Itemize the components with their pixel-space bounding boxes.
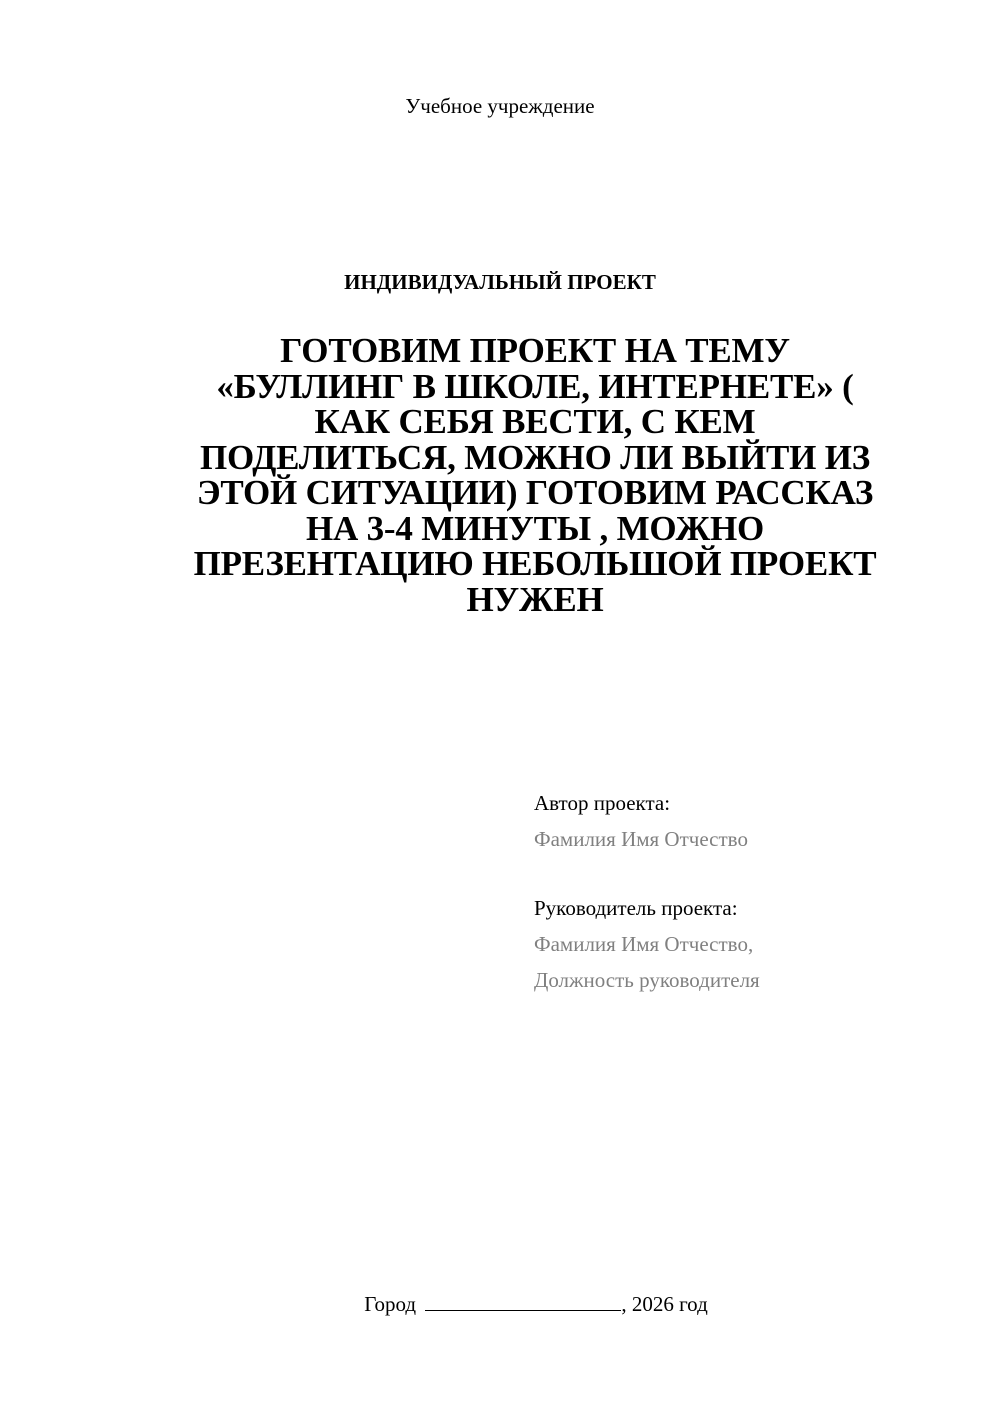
supervisor-block [534,894,760,994]
city-label: Город [364,1292,417,1316]
city-blank-line [425,1292,621,1311]
project-title-line: «БУЛЛИНГ В ШКОЛЕ, ИНТЕРНЕТЕ» ( [216,366,854,406]
project-title-line: НУЖЕН [466,579,604,619]
supervisor-label: Руководитель проекта: [534,896,738,920]
project-title [150,333,920,617]
project-type-heading: ИНДИВИДУАЛЬНЫЙ ПРОЕКТ [344,270,656,294]
project-title-line: ГОТОВИМ ПРОЕКТ НА ТЕМУ [280,331,790,370]
supervisor-name: Фамилия Имя Отчество, [534,932,754,956]
project-title-line: НА 3-4 МИНУТЫ , МОЖНО [305,508,765,548]
year-text: , 2026 год [621,1292,708,1316]
project-title-line: ЭТОЙ СИТУАЦИИ) ГОТОВИМ РАССКАЗ [196,473,874,512]
author-block [534,789,748,853]
author-name: Фамилия Имя Отчество [534,827,748,851]
project-title-line: ПОДЕЛИТЬСЯ, МОЖНО ЛИ ВЫЙТИ ИЗ [199,437,871,477]
institution-name: Учебное учреждение [405,94,595,118]
supervisor-position: Должность руководителя [534,968,760,992]
footer-city-year [0,1290,1000,1318]
project-title-line: КАК СЕБЯ ВЕСТИ, С КЕМ [314,402,756,441]
project-title-line: ПРЕЗЕНТАЦИЮ НЕБОЛЬШОЙ ПРОЕКТ [193,544,877,583]
author-label: Автор проекта: [534,791,671,815]
